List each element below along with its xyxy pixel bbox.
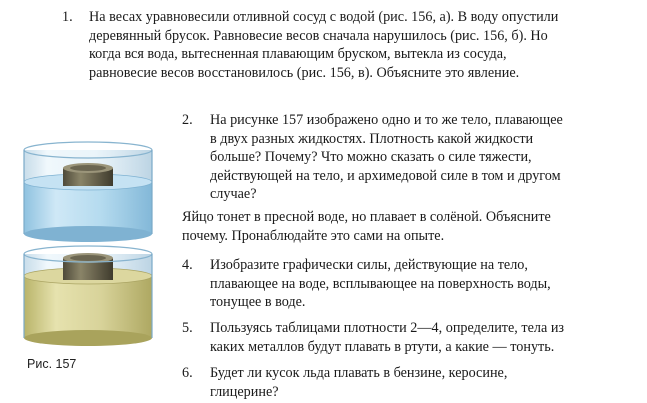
question-5-line-1: Пользуясь таблицами плотности 2—4, определите, тела из bbox=[210, 320, 565, 336]
question-1-number: 1. bbox=[62, 9, 73, 25]
vessel-oil bbox=[24, 246, 152, 346]
question-4-line-1: Изобразите графически силы, действующие на тело, bbox=[210, 257, 528, 273]
question-5-number: 5. bbox=[182, 320, 193, 336]
question-2-line-4: действующей на тело, и архимедовой силе в том и другом bbox=[210, 167, 561, 184]
question-1 bbox=[62, 8, 636, 82]
question-1-line-2: деревянный брусок. Равновесие весов сначала нарушилось (рис. 156, б). Но bbox=[89, 27, 548, 44]
egg-paragraph-line-2: почему. Пронаблюдайте это сами на опыте. bbox=[182, 227, 445, 244]
question-4-line-2: плавающее на воде, всплывающее на поверхность воды, bbox=[210, 275, 551, 292]
question-6-line-2: глицерине? bbox=[210, 383, 279, 400]
question-2-line-1: На рисунке 157 изображено одно и то же тело, плавающее bbox=[210, 112, 563, 128]
vessel-water bbox=[24, 142, 152, 242]
question-2-line-3: больше? Почему? Что можно сказать о силе тяжести, bbox=[210, 149, 532, 165]
figure-157-illustration bbox=[18, 140, 158, 350]
question-4-line-3: тонущее в воде. bbox=[210, 294, 306, 310]
question-1-line-1: На весах уравновесили отливной сосуд с водой (рис. 156, а). В воду опустили bbox=[89, 9, 559, 25]
question-6-line-1: Будет ли кусок льда плавать в бензине, керосине, bbox=[210, 365, 508, 381]
question-5-line-2: каких металлов будут плавать в ртути, а какие — тонуть. bbox=[210, 338, 555, 355]
question-1-line-4: равновесие весов восстановилось (рис. 156, в). Объясните это явление. bbox=[89, 64, 520, 81]
question-1-line-3: когда вся вода, вытесненная плавающим бруском, вытекла из сосуда, bbox=[89, 46, 507, 62]
egg-paragraph bbox=[182, 208, 634, 245]
question-4 bbox=[182, 256, 634, 312]
figure-caption: Рис. 157 bbox=[27, 357, 77, 371]
question-5 bbox=[182, 319, 634, 356]
question-2-line-5: случае? bbox=[210, 186, 257, 202]
question-4-number: 4. bbox=[182, 257, 193, 273]
question-6 bbox=[182, 364, 634, 401]
question-2-line-2: в двух разных жидкостях. Плотность какой жидкости bbox=[210, 130, 534, 147]
question-6-number: 6. bbox=[182, 365, 193, 381]
egg-paragraph-line-1: Яйцо тонет в пресной воде, но плавает в солёной. Объясните bbox=[182, 209, 551, 225]
question-2-number: 2. bbox=[182, 112, 193, 128]
question-2 bbox=[182, 111, 634, 204]
